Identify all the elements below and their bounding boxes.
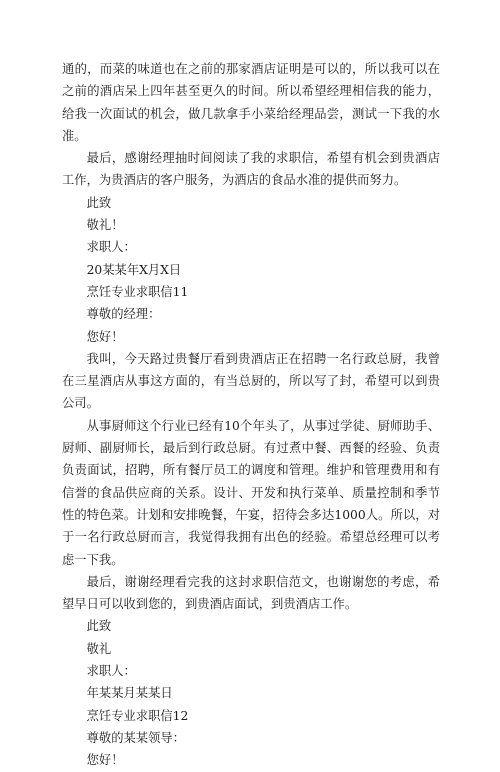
body-paragraph: 最后，谢谢经理看完我的这封求职信范文，也谢谢您的考虑，希望早日可以收到您的，到贵酒店面试，到贵酒店工作。 — [62, 574, 440, 612]
greeting-line: 尊敬的经理： — [86, 307, 161, 322]
hello-line: 您好！ — [86, 753, 124, 768]
salute-line: 敬礼 — [86, 641, 112, 656]
signature-line: 求职人： — [86, 664, 136, 679]
hello-line: 您好！ — [86, 329, 124, 344]
document-page — [62, 58, 440, 772]
closing-line: 此致 — [86, 619, 112, 634]
salute-line: 敬礼！ — [86, 218, 124, 233]
letter-title: 烹饪专业求职信11 — [86, 284, 189, 299]
body-paragraph: 从事厨师这个行业已经有10个年头了，从事过学徒、厨师助手、厨师、副厨师长，最后到行政总厨。有过煮中餐、西餐的经验、负责负责面试，招聘，所有餐厅员工的调度和管理。维护和管理费用和有信誉的食品供应商的关系。设计、开发和执行菜单、质量控制和季节性的特色菜。计划和安排晚餐，午宴，招待会多达1000人。所以，对于一名行政总厨而言，我觉得我拥有出色的经验。希望总经理可以考虑一下我。 — [62, 418, 440, 567]
body-paragraph: 最后，感谢经理抽时间阅读了我的求职信，希望有机会到贵酒店工作，为贵酒店的客户服务，为酒店的食品水准的提供而努力。 — [62, 151, 440, 188]
date-line: 年某某月某某日 — [86, 686, 173, 701]
letter-title: 烹饪专业求职信12 — [86, 708, 189, 723]
signature-line: 求职人： — [86, 240, 136, 255]
body-paragraph: 通的，而菜的味道也在之前的那家酒店证明是可以的，所以我可以在之前的酒店呆上四年甚至更久的时间。所以希望经理相信我的能力，给我一次面试的机会，做几款拿手小菜给经理品尝，测试一下我的水准。 — [62, 62, 440, 143]
greeting-line: 尊敬的某某领导： — [86, 730, 185, 745]
body-paragraph: 我叫，今天路过贵餐厅看到贵酒店正在招聘一名行政总厨，我曾在三星酒店从事这方面的，有当总厨的，所以写了封，希望可以到贵公司。 — [62, 351, 440, 411]
date-line: 20某某年X月X日 — [86, 262, 182, 277]
closing-line: 此致 — [86, 195, 112, 210]
